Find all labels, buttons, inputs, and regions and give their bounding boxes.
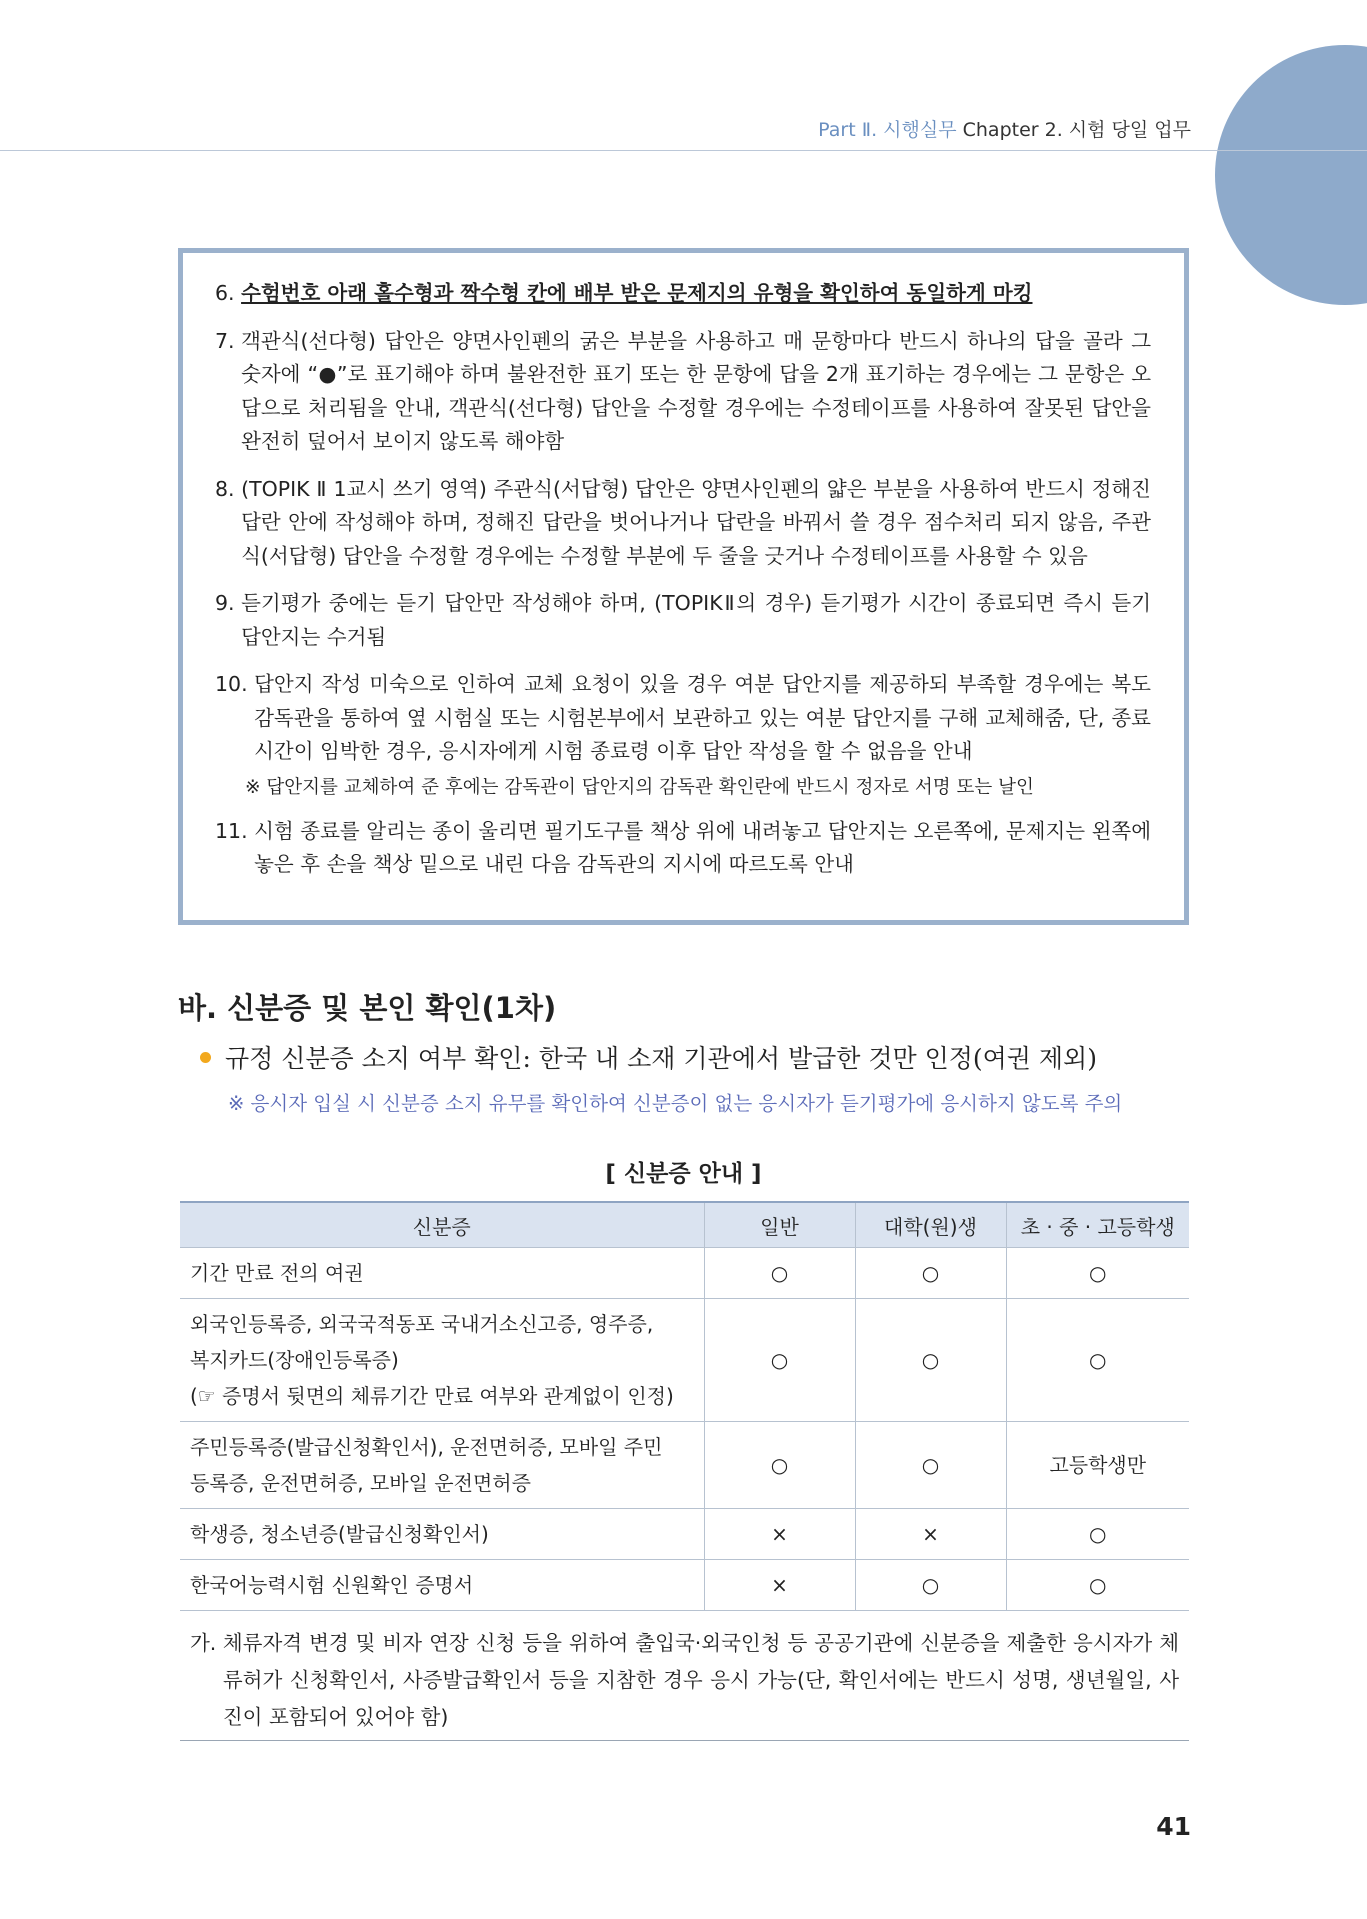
cell-university: ○ [855, 1560, 1006, 1611]
page-number: 41 [1156, 1812, 1191, 1841]
item-number: 11. [215, 818, 255, 843]
table-footnote [180, 1625, 1189, 1741]
id-table [180, 1201, 1189, 1611]
table-row [180, 1509, 1189, 1560]
notice-note: ※ 답안지를 교체하여 준 후에는 감독관이 답안지의 감독관 확인란에 반드시 정자로 서명 또는 날인 [245, 776, 1034, 798]
item-number: 8. [215, 476, 242, 501]
item-number: 7. [215, 328, 242, 353]
cell-line: 복지카드(장애인등록증) [190, 1348, 399, 1372]
cell-id-type: 학생증, 청소년증(발급신청확인서) [180, 1509, 704, 1560]
section-title: 바. 신분증 및 본인 확인(1차) [178, 991, 557, 1025]
cell-university: ○ [855, 1422, 1006, 1509]
table-row [180, 1422, 1189, 1509]
item-text: 답안지 작성 미숙으로 인하여 교체 요청이 있을 경우 여분 답안지를 제공하되 부족할 경우에는 복도 감독관을 통하여 옆 시험실 또는 시험본부에서 보관하고 있는 여분 답안지를 구해 교체해줌, 단, 종료 시간이 임박한 경우, 응시자에게 시험 종료령 이후 답안 작성을 할 수 없음을 안내 [254, 672, 1151, 763]
cell-school: ○ [1006, 1560, 1189, 1611]
item-number: 10. [215, 672, 255, 696]
notice-item-10 [215, 668, 1151, 769]
cell-university: ○ [855, 1248, 1006, 1299]
header-part: Part Ⅱ. 시행실무 [818, 119, 957, 141]
running-header [818, 115, 1191, 142]
cell-school: ○ [1006, 1299, 1189, 1422]
bullet-text: 규정 신분증 소지 여부 확인: 한국 내 소재 기관에서 발급한 것만 인정(여권 제외) [225, 1044, 1097, 1073]
item-text: (TOPIK Ⅱ 1교시 쓰기 영역) 주관식(서답형) 답안은 양면사인펜의 얇은 부분을 사용하여 반드시 정해진 답란 안에 작성해야 하며, 정해진 답란을 벗어나거나 답란을 바꿔서 쓸 경우 점수처리 되지 않음, 주관식(서답형) 답안을 수정할 경우에는 수정할 부분에 두 줄을 긋거나 수정테이프를 사용할 수 있음 [241, 476, 1151, 568]
cell-id-type: 한국어능력시험 신원확인 증명서 [180, 1560, 704, 1611]
header-general: 일반 [704, 1202, 855, 1248]
bullet-line [200, 1039, 1097, 1075]
cell-id-type: 기간 만료 전의 여권 [180, 1248, 704, 1299]
item-number: 9. [215, 591, 242, 615]
cell-line: 주민등록증(발급신청확인서), 운전면허증, 모바일 주민 [190, 1435, 663, 1459]
table-caption: [ 신분증 안내 ] [605, 1161, 762, 1187]
cell-university: × [855, 1509, 1006, 1560]
header-chapter: Chapter 2. 시험 당일 업무 [962, 119, 1191, 141]
notice-item-9 [215, 587, 1151, 654]
header-university: 대학(원)생 [855, 1202, 1006, 1248]
table-row [180, 1248, 1189, 1299]
sub-note: ※ 응시자 입실 시 신분증 소지 유무를 확인하여 신분증이 없는 응시자가 듣기평가에 응시하지 않도록 주의 [228, 1092, 1123, 1115]
item-text: 수험번호 아래 홀수형과 짝수형 칸에 배부 받은 문제지의 유형을 확인하여 동일하게 마킹 [241, 281, 1033, 305]
header-rule [0, 150, 1367, 151]
cell-school: ○ [1006, 1248, 1189, 1299]
header-school: 초 · 중 · 고등학생 [1006, 1202, 1189, 1248]
cell-school: ○ [1006, 1509, 1189, 1560]
notice-item-8 [215, 473, 1151, 574]
cell-line: 외국인등록증, 외국국적동포 국내거소신고증, 영주증, [190, 1312, 654, 1336]
cell-general: ○ [704, 1299, 855, 1422]
notice-item-6 [215, 277, 1151, 311]
item-number: 6. [215, 281, 242, 305]
footnote-number: 가. [190, 1631, 223, 1655]
cell-id-type [180, 1299, 704, 1422]
decorative-circle [1215, 45, 1367, 305]
item-text: 시험 종료를 알리는 종이 울리면 필기도구를 책상 위에 내려놓고 답안지는 오른쪽에, 문제지는 왼쪽에 놓은 후 손을 책상 밑으로 내린 다음 감독관의 지시에 따르도록 안내 [254, 818, 1151, 876]
table-header-row [180, 1202, 1189, 1248]
cell-general: ○ [704, 1422, 855, 1509]
bullet-dot-icon [200, 1052, 211, 1063]
cell-school: 고등학생만 [1006, 1422, 1189, 1509]
cell-general: × [704, 1560, 855, 1611]
table-row [180, 1299, 1189, 1422]
cell-university: ○ [855, 1299, 1006, 1422]
footnote-text: 체류자격 변경 및 비자 연장 신청 등을 위하여 출입국·외국인청 등 공공기관에 신분증을 제출한 응시자가 체류허가 신청확인서, 사증발급확인서 등을 지참한 경우 응시 가능(단, 확인서에는 반드시 성명, 생년월일, 사진이 포함되어 있어야 함) [222, 1631, 1179, 1729]
header-id-type: 신분증 [180, 1202, 704, 1248]
notice-box [178, 248, 1189, 925]
cell-id-type [180, 1422, 704, 1509]
cell-general: × [704, 1509, 855, 1560]
notice-item-7 [215, 325, 1151, 459]
item-text: 객관식(선다형) 답안은 양면사인펜의 굵은 부분을 사용하고 매 문항마다 반드시 하나의 답을 골라 그 숫자에 “●”로 표기해야 하며 불완전한 표기 또는 한 문항에 답을 2개 표기하는 경우에는 그 문항은 오답으로 처리됨을 안내, 객관식(선다형) 답안을 수정할 경우에는 수정테이프를 사용하여 잘못된 답안을 완전히 덮어서 보이지 않도록 해야함 [241, 328, 1151, 453]
cell-general: ○ [704, 1248, 855, 1299]
cell-line: 등록증, 운전면허증, 모바일 운전면허증 [190, 1471, 531, 1495]
notice-item-11 [215, 815, 1151, 882]
table-row [180, 1560, 1189, 1611]
cell-line: (☞ 증명서 뒷면의 체류기간 만료 여부와 관계없이 인정) [190, 1384, 674, 1408]
item-text: 듣기평가 중에는 듣기 답안만 작성해야 하며, (TOPIKⅡ의 경우) 듣기평가 시간이 종료되면 즉시 듣기 답안지는 수거됨 [241, 591, 1151, 649]
